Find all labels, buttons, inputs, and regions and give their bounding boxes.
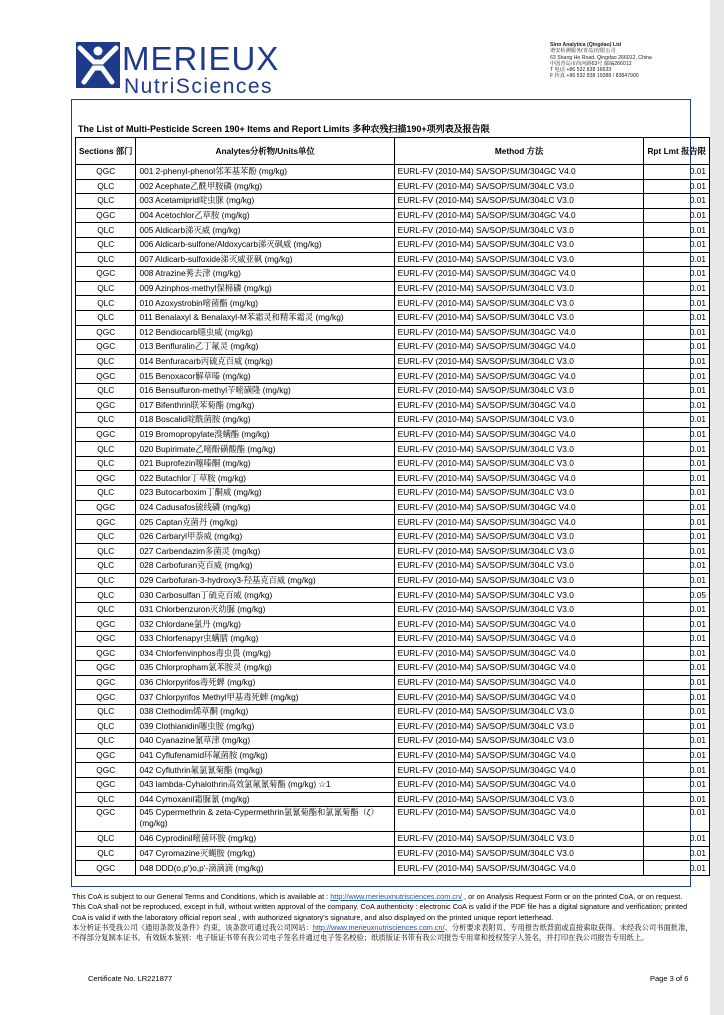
cell-analyte: 026 Carbaryl甲萘威 (mg/kg) xyxy=(136,529,394,544)
cell-analyte: 038 Clethodim烯草酮 (mg/kg) xyxy=(136,704,394,719)
table-row xyxy=(76,661,710,676)
table-row xyxy=(76,588,710,603)
cell-analyte: 037 Chlorpyrifos Methyl甲基毒死蜱 (mg/kg) xyxy=(136,690,394,705)
cell-report-limit: 0.01 xyxy=(644,281,710,296)
table-row xyxy=(76,369,710,384)
cell-method: EURL-FV (2010-M4) SA/SOP/SUM/304LC V3.0 xyxy=(394,704,644,719)
terms-cn xyxy=(72,923,697,944)
cell-section: QLC xyxy=(76,529,136,544)
table-row xyxy=(76,194,710,209)
cell-method: EURL-FV (2010-M4) SA/SOP/SUM/304LC V3.0 xyxy=(394,734,644,749)
table-row xyxy=(76,237,710,252)
table-row xyxy=(76,398,710,413)
table-row xyxy=(76,734,710,749)
cell-method: EURL-FV (2010-M4) SA/SOP/SUM/304LC V3.0 xyxy=(394,602,644,617)
cell-section: QGC xyxy=(76,617,136,632)
cell-report-limit: 0.01 xyxy=(644,427,710,442)
cell-report-limit: 0.01 xyxy=(644,632,710,647)
table-row xyxy=(76,456,710,471)
company-phone: T 电话 +86 532 838 16633 xyxy=(550,67,612,74)
table-row xyxy=(76,340,710,355)
cell-section: QGC xyxy=(76,325,136,340)
cell-method: EURL-FV (2010-M4) SA/SOP/SUM/304GC V4.0 xyxy=(394,617,644,632)
table-row xyxy=(76,846,710,861)
cell-analyte: 003 Acetamiprid啶虫脒 (mg/kg) xyxy=(136,194,394,209)
logo-text-merieux: MERIEUX xyxy=(122,40,280,77)
cell-section: QLC xyxy=(76,559,136,574)
table-row xyxy=(76,383,710,398)
cell-method: EURL-FV (2010-M4) SA/SOP/SUM/304LC V3.0 xyxy=(394,832,644,847)
cell-method: EURL-FV (2010-M4) SA/SOP/SUM/304LC V3.0 xyxy=(394,588,644,603)
cell-report-limit: 0.01 xyxy=(644,237,710,252)
cell-section: QGC xyxy=(76,661,136,676)
table-row xyxy=(76,165,710,180)
cell-report-limit: 0.01 xyxy=(644,354,710,369)
cell-method: EURL-FV (2010-M4) SA/SOP/SUM/304GC V4.0 xyxy=(394,398,644,413)
page-number: Page 3 of 6 xyxy=(650,974,689,983)
cell-method: EURL-FV (2010-M4) SA/SOP/SUM/304LC V3.0 xyxy=(394,719,644,734)
cell-method: EURL-FV (2010-M4) SA/SOP/SUM/304GC V4.0 xyxy=(394,515,644,530)
cell-section: QGC xyxy=(76,763,136,778)
cell-analyte: 014 Benfuracarb丙硫克百威 (mg/kg) xyxy=(136,354,394,369)
cell-section: QLC xyxy=(76,573,136,588)
cell-report-limit: 0.01 xyxy=(644,340,710,355)
company-address-cn: 中国青岛市尚河路63号 邮编266012 xyxy=(550,60,632,67)
cell-report-limit: 0.01 xyxy=(644,777,710,792)
table-row xyxy=(76,632,710,647)
table-row xyxy=(76,559,710,574)
cell-report-limit: 0.01 xyxy=(644,529,710,544)
cell-analyte: 046 Cyprodinil嘧菌环胺 (mg/kg) xyxy=(136,832,394,847)
table-row xyxy=(76,442,710,457)
cell-section: QGC xyxy=(76,165,136,180)
cell-section: QLC xyxy=(76,442,136,457)
cell-analyte: 027 Carbendazim多菌灵 (mg/kg) xyxy=(136,544,394,559)
terms-footer xyxy=(72,892,697,943)
cell-report-limit: 0.01 xyxy=(644,807,710,832)
header-method: Method 方法 xyxy=(394,138,644,165)
table-row xyxy=(76,486,710,501)
terms-en-text-2: , or on Analysis Request Form or on the printed CoA, or on request. This CoA shall not be reproduced, except in full, without written approval of the company. CoA authenticity : electronic CoA is valid if the PDF file has a digital signature and verification; printed CoA is valid if with the laboratory official report seal , with authorized signatory's signature, and also displayed on the printed unique report letterhead. xyxy=(72,892,688,922)
cell-report-limit: 0.05 xyxy=(644,588,710,603)
cell-report-limit: 0.01 xyxy=(644,792,710,807)
table-row xyxy=(76,617,710,632)
cell-method: EURL-FV (2010-M4) SA/SOP/SUM/304LC V3.0 xyxy=(394,573,644,588)
cell-report-limit: 0.01 xyxy=(644,675,710,690)
table-row xyxy=(76,500,710,515)
cell-analyte: 018 Boscalid啶酰菌胺 (mg/kg) xyxy=(136,413,394,428)
cell-report-limit: 0.01 xyxy=(644,748,710,763)
cell-analyte: 015 Benoxacor解草嗪 (mg/kg) xyxy=(136,369,394,384)
cell-method: EURL-FV (2010-M4) SA/SOP/SUM/304LC V3.0 xyxy=(394,252,644,267)
cell-analyte: 031 Chlorbenzuron灭幼脲 (mg/kg) xyxy=(136,602,394,617)
cell-method: EURL-FV (2010-M4) SA/SOP/SUM/304GC V4.0 xyxy=(394,427,644,442)
cell-method: EURL-FV (2010-M4) SA/SOP/SUM/304GC V4.0 xyxy=(394,661,644,676)
cell-section: QLC xyxy=(76,223,136,238)
cell-analyte: 022 Butachlor丁草胺 (mg/kg) xyxy=(136,471,394,486)
cell-method: EURL-FV (2010-M4) SA/SOP/SUM/304LC V3.0 xyxy=(394,486,644,501)
cell-method: EURL-FV (2010-M4) SA/SOP/SUM/304GC V4.0 xyxy=(394,369,644,384)
cell-analyte: 009 Azinphos-methyl保棉磷 (mg/kg) xyxy=(136,281,394,296)
table-row xyxy=(76,515,710,530)
table-row xyxy=(76,427,710,442)
cell-analyte: 036 Chlorpyrifos毒死蜱 (mg/kg) xyxy=(136,675,394,690)
cell-analyte: 028 Carbofuran克百威 (mg/kg) xyxy=(136,559,394,574)
list-title: The List of Multi-Pesticide Screen 190+ Items and Report Limits 多种农残扫描190+项列表及报告限 xyxy=(78,124,490,134)
cell-report-limit: 0.01 xyxy=(644,442,710,457)
cell-analyte: 001 2-phenyl-phenol邻苯基苯酚 (mg/kg) xyxy=(136,165,394,180)
cell-report-limit: 0.01 xyxy=(644,486,710,501)
cell-method: EURL-FV (2010-M4) SA/SOP/SUM/304GC V4.0 xyxy=(394,690,644,705)
cell-analyte: 048 DDD(o,p')o,p'-滴滴滴 (mg/kg) xyxy=(136,861,394,876)
cell-method: EURL-FV (2010-M4) SA/SOP/SUM/304LC V3.0 xyxy=(394,456,644,471)
cell-section: QGC xyxy=(76,748,136,763)
cell-analyte: 044 Cymoxanil霜脲氰 (mg/kg) xyxy=(136,792,394,807)
cell-analyte: 025 Captan克菌丹 (mg/kg) xyxy=(136,515,394,530)
cell-method: EURL-FV (2010-M4) SA/SOP/SUM/304LC V3.0 xyxy=(394,559,644,574)
cell-analyte: 035 Chlorpropham氯苯胺灵 (mg/kg) xyxy=(136,661,394,676)
cell-section: QGC xyxy=(76,632,136,647)
cell-method: EURL-FV (2010-M4) SA/SOP/SUM/304LC V3.0 xyxy=(394,529,644,544)
cell-section: QLC xyxy=(76,252,136,267)
cell-section: QGC xyxy=(76,369,136,384)
table-row xyxy=(76,763,710,778)
cell-report-limit: 0.01 xyxy=(644,734,710,749)
merieux-logo xyxy=(76,40,280,98)
cell-section: QLC xyxy=(76,413,136,428)
cell-method: EURL-FV (2010-M4) SA/SOP/SUM/304LC V3.0 xyxy=(394,310,644,325)
cell-section: QGC xyxy=(76,690,136,705)
cell-analyte: 005 Aldicarb涕灭威 (mg/kg) xyxy=(136,223,394,238)
cell-analyte: 032 Chlordane氯丹 (mg/kg) xyxy=(136,617,394,632)
cell-section: QLC xyxy=(76,734,136,749)
cell-method: EURL-FV (2010-M4) SA/SOP/SUM/304GC V4.0 xyxy=(394,632,644,647)
logo-figure-icon xyxy=(76,42,120,88)
table-row xyxy=(76,675,710,690)
cell-analyte: 047 Cyromazine灭蝇胺 (mg/kg) xyxy=(136,846,394,861)
cell-method: EURL-FV (2010-M4) SA/SOP/SUM/304GC V4.0 xyxy=(394,777,644,792)
table-row xyxy=(76,267,710,282)
cell-report-limit: 0.01 xyxy=(644,369,710,384)
terms-en-link[interactable]: http://www.merieuxnutrisciences.com.cn/ xyxy=(330,892,463,901)
cell-report-limit: 0.01 xyxy=(644,165,710,180)
table-row xyxy=(76,832,710,847)
cell-method: EURL-FV (2010-M4) SA/SOP/SUM/304GC V4.0 xyxy=(394,763,644,778)
cell-analyte: 039 Clothianidin噻虫胺 (mg/kg) xyxy=(136,719,394,734)
cell-section: QLC xyxy=(76,792,136,807)
cell-report-limit: 0.01 xyxy=(644,179,710,194)
cell-analyte: 023 Butocarboxim丁酮威 (mg/kg) xyxy=(136,486,394,501)
company-fax: F 传真 +86 532 838 19388 / 83847900 xyxy=(550,73,639,80)
table-row xyxy=(76,310,710,325)
cell-method: EURL-FV (2010-M4) SA/SOP/SUM/304GC V4.0 xyxy=(394,861,644,876)
cell-analyte: 019 Bromopropylate溴螨酯 (mg/kg) xyxy=(136,427,394,442)
cell-section: QLC xyxy=(76,281,136,296)
cell-method: EURL-FV (2010-M4) SA/SOP/SUM/304LC V3.0 xyxy=(394,281,644,296)
cell-section: QGC xyxy=(76,861,136,876)
cell-section: QLC xyxy=(76,354,136,369)
table-header-row xyxy=(76,138,710,165)
cell-analyte: 017 Bifenthrin联苯菊酯 (mg/kg) xyxy=(136,398,394,413)
terms-cn-text-1: 本分析证书受我公司《通用条款及条件》约束，该条款可通过我公司网站： xyxy=(72,922,313,932)
cell-section: QLC xyxy=(76,588,136,603)
cell-report-limit: 0.01 xyxy=(644,194,710,209)
table-row xyxy=(76,208,710,223)
cell-section: QGC xyxy=(76,807,136,832)
cell-analyte: 008 Atrazine莠去津 (mg/kg) xyxy=(136,267,394,282)
header-rpt-lmt: Rpt Lmt 报告限 xyxy=(644,138,710,165)
cell-method: EURL-FV (2010-M4) SA/SOP/SUM/304GC V4.0 xyxy=(394,325,644,340)
cell-report-limit: 0.01 xyxy=(644,690,710,705)
terms-cn-link[interactable]: http://www.merieuxnutrisciences.com.cn/ xyxy=(312,922,445,932)
table-row xyxy=(76,777,710,792)
cell-analyte: 029 Carbofuran-3-hydroxy3-羟基克百威 (mg/kg) xyxy=(136,573,394,588)
cell-method: EURL-FV (2010-M4) SA/SOP/SUM/304GC V4.0 xyxy=(394,748,644,763)
header-analytes: Analytes分析物/Units单位 xyxy=(136,138,394,165)
cell-report-limit: 0.01 xyxy=(644,296,710,311)
cell-method: EURL-FV (2010-M4) SA/SOP/SUM/304LC V3.0 xyxy=(394,194,644,209)
table-row xyxy=(76,413,710,428)
cell-section: QGC xyxy=(76,515,136,530)
cell-report-limit: 0.01 xyxy=(644,602,710,617)
cell-report-limit: 0.01 xyxy=(644,413,710,428)
cell-section: QLC xyxy=(76,719,136,734)
table-row xyxy=(76,179,710,194)
cell-analyte: 012 Bendiocarb噁虫威 (mg/kg) xyxy=(136,325,394,340)
cell-section: QLC xyxy=(76,194,136,209)
cell-section: QLC xyxy=(76,310,136,325)
cell-report-limit: 0.01 xyxy=(644,617,710,632)
cell-report-limit: 0.01 xyxy=(644,456,710,471)
cell-report-limit: 0.01 xyxy=(644,515,710,530)
cell-report-limit: 0.01 xyxy=(644,573,710,588)
cell-analyte: 007 Aldicarb-sulfoxide涕灭威亚砜 (mg/kg) xyxy=(136,252,394,267)
cell-analyte: 043 lambda-Cyhalothrin高效氯氟氰菊酯 (mg/kg) ☆1 xyxy=(136,777,394,792)
cell-method: EURL-FV (2010-M4) SA/SOP/SUM/304LC V3.0 xyxy=(394,383,644,398)
cell-report-limit: 0.01 xyxy=(644,661,710,676)
cell-section: QGC xyxy=(76,675,136,690)
table-row xyxy=(76,646,710,661)
cell-method: EURL-FV (2010-M4) SA/SOP/SUM/304GC V4.0 xyxy=(394,267,644,282)
terms-en-text-1: This CoA is subject to our General Terms and Conditions, which is available at : xyxy=(72,892,331,901)
cell-section: QLC xyxy=(76,383,136,398)
cell-analyte: 034 Chlorfenvinphos毒虫畏 (mg/kg) xyxy=(136,646,394,661)
table-row xyxy=(76,573,710,588)
cell-report-limit: 0.01 xyxy=(644,252,710,267)
table-row xyxy=(76,792,710,807)
terms-en xyxy=(72,892,697,923)
logo-text-nutrisciences: NutriSciences xyxy=(124,75,274,98)
cell-analyte: 030 Carbosulfan丁硫克百威 (mg/kg) xyxy=(136,588,394,603)
table-row xyxy=(76,602,710,617)
table-row xyxy=(76,325,710,340)
cell-method: EURL-FV (2010-M4) SA/SOP/SUM/304GC V4.0 xyxy=(394,340,644,355)
cell-report-limit: 0.01 xyxy=(644,325,710,340)
cell-section: QGC xyxy=(76,646,136,661)
cell-section: QLC xyxy=(76,704,136,719)
table-row xyxy=(76,281,710,296)
cell-report-limit: 0.01 xyxy=(644,223,710,238)
cell-analyte: 002 Acephate乙酰甲胺磷 (mg/kg) xyxy=(136,179,394,194)
cell-analyte: 006 Aldicarb-sulfone/Aldoxycarb涕灭砜威 (mg/kg) xyxy=(136,237,394,252)
cell-report-limit: 0.01 xyxy=(644,208,710,223)
cell-report-limit: 0.01 xyxy=(644,646,710,661)
cell-report-limit: 0.01 xyxy=(644,383,710,398)
cell-report-limit: 0.01 xyxy=(644,719,710,734)
cell-method: EURL-FV (2010-M4) SA/SOP/SUM/304LC V3.0 xyxy=(394,354,644,369)
certificate-number: Certificate No. LR221877 xyxy=(88,974,173,983)
table-row xyxy=(76,690,710,705)
company-address xyxy=(550,42,652,80)
table-row xyxy=(76,807,710,832)
cell-section: QLC xyxy=(76,846,136,861)
header-sections: Sections 部门 xyxy=(76,138,136,165)
cell-method: EURL-FV (2010-M4) SA/SOP/SUM/304LC V3.0 xyxy=(394,846,644,861)
table-row xyxy=(76,354,710,369)
cell-section: QGC xyxy=(76,208,136,223)
cell-analyte: 041 Cyflufenamid环氟菌胺 (mg/kg) xyxy=(136,748,394,763)
cell-analyte: 010 Azoxystrobin嘧菌酯 (mg/kg) xyxy=(136,296,394,311)
table-row xyxy=(76,748,710,763)
table-row xyxy=(76,529,710,544)
cell-analyte: 040 Cyanazine氰草津 (mg/kg) xyxy=(136,734,394,749)
cell-report-limit: 0.01 xyxy=(644,846,710,861)
cell-analyte: 042 Cyfluthrin氟氯氰菊酯 (mg/kg) xyxy=(136,763,394,778)
cell-method: EURL-FV (2010-M4) SA/SOP/SUM/304GC V4.0 xyxy=(394,646,644,661)
table-row xyxy=(76,471,710,486)
company-name-en: Sino Analytica (Qingdao) Ltd xyxy=(550,42,621,48)
cell-analyte: 013 Benfluralin乙丁氟灵 (mg/kg) xyxy=(136,340,394,355)
cell-method: EURL-FV (2010-M4) SA/SOP/SUM/304GC V4.0 xyxy=(394,675,644,690)
cell-section: QGC xyxy=(76,398,136,413)
cell-section: QGC xyxy=(76,340,136,355)
cell-section: QLC xyxy=(76,179,136,194)
table-row xyxy=(76,704,710,719)
company-name-cn: 谱安检测服务(青岛)有限公司 xyxy=(550,48,616,55)
cell-report-limit: 0.01 xyxy=(644,398,710,413)
cell-method: EURL-FV (2010-M4) SA/SOP/SUM/304LC V3.0 xyxy=(394,442,644,457)
cell-section: QLC xyxy=(76,832,136,847)
cell-section: QLC xyxy=(76,456,136,471)
pesticide-table xyxy=(75,137,710,876)
cell-section: QLC xyxy=(76,544,136,559)
cell-section: QGC xyxy=(76,471,136,486)
cell-method: EURL-FV (2010-M4) SA/SOP/SUM/304GC V4.0 xyxy=(394,807,644,832)
cell-report-limit: 0.01 xyxy=(644,310,710,325)
cell-method: EURL-FV (2010-M4) SA/SOP/SUM/304LC V3.0 xyxy=(394,223,644,238)
cell-method: EURL-FV (2010-M4) SA/SOP/SUM/304LC V3.0 xyxy=(394,413,644,428)
cell-report-limit: 0.01 xyxy=(644,559,710,574)
cell-report-limit: 0.01 xyxy=(644,471,710,486)
cell-report-limit: 0.01 xyxy=(644,763,710,778)
table-row xyxy=(76,296,710,311)
cell-section: QLC xyxy=(76,486,136,501)
cell-section: QGC xyxy=(76,427,136,442)
cell-report-limit: 0.01 xyxy=(644,544,710,559)
table-row xyxy=(76,544,710,559)
cell-section: QGC xyxy=(76,777,136,792)
cell-section: QLC xyxy=(76,602,136,617)
cell-section: QGC xyxy=(76,267,136,282)
table-row xyxy=(76,719,710,734)
cell-report-limit: 0.01 xyxy=(644,861,710,876)
cell-method: EURL-FV (2010-M4) SA/SOP/SUM/304GC V4.0 xyxy=(394,165,644,180)
table-row xyxy=(76,861,710,876)
cell-analyte: 011 Benalaxyl & Benalaxyl-M苯霜灵和精苯霜灵 (mg/kg) xyxy=(136,310,394,325)
table-row xyxy=(76,252,710,267)
cell-section: QGC xyxy=(76,500,136,515)
cell-report-limit: 0.01 xyxy=(644,267,710,282)
cell-method: EURL-FV (2010-M4) SA/SOP/SUM/304LC V3.0 xyxy=(394,179,644,194)
cell-section: QLC xyxy=(76,237,136,252)
cell-analyte: 021 Buprofezin噻嗪酮 (mg/kg) xyxy=(136,456,394,471)
cell-analyte: 016 Bensulfuron-methyl苄嘧磺隆 (mg/kg) xyxy=(136,383,394,398)
cell-method: EURL-FV (2010-M4) SA/SOP/SUM/304LC V3.0 xyxy=(394,296,644,311)
cell-report-limit: 0.01 xyxy=(644,704,710,719)
terms-cn-text-2: 、分析要求表附页、专用报告纸背面或直接索取获得。未经我公司书面批准，不得部分复制本证书。有效版本鉴别：电子版证书带有我公司电子签名并通过电子签名校验；纸质版证书带有我公司报告专用章和授权签字人签名，并打印在我公司报告专用纸上。 xyxy=(72,922,693,943)
cell-method: EURL-FV (2010-M4) SA/SOP/SUM/304LC V3.0 xyxy=(394,544,644,559)
cell-method: EURL-FV (2010-M4) SA/SOP/SUM/304LC V3.0 xyxy=(394,792,644,807)
cell-method: EURL-FV (2010-M4) SA/SOP/SUM/304GC V4.0 xyxy=(394,208,644,223)
company-address-en: 63 Shang He Road, Qingdao 266012, China xyxy=(550,54,652,61)
cell-analyte: 024 Cadusafos硫线磷 (mg/kg) xyxy=(136,500,394,515)
cell-analyte: 033 Chlorfenapyr虫螨腈 (mg/kg) xyxy=(136,632,394,647)
cell-method: EURL-FV (2010-M4) SA/SOP/SUM/304LC V3.0 xyxy=(394,237,644,252)
cell-method: EURL-FV (2010-M4) SA/SOP/SUM/304GC V4.0 xyxy=(394,500,644,515)
cell-report-limit: 0.01 xyxy=(644,500,710,515)
cell-analyte: 045 Cypermethrin & zeta-Cypermethrin氯氰菊酯和氯氰菊酯（ζ）(mg/kg) xyxy=(136,807,394,832)
cell-analyte: 004 Acetochlor乙草胺 (mg/kg) xyxy=(136,208,394,223)
cell-section: QLC xyxy=(76,296,136,311)
cell-method: EURL-FV (2010-M4) SA/SOP/SUM/304GC V4.0 xyxy=(394,471,644,486)
table-row xyxy=(76,223,710,238)
cell-report-limit: 0.01 xyxy=(644,832,710,847)
cell-analyte: 020 Bupirimate乙嘧酚磺酸酯 (mg/kg) xyxy=(136,442,394,457)
